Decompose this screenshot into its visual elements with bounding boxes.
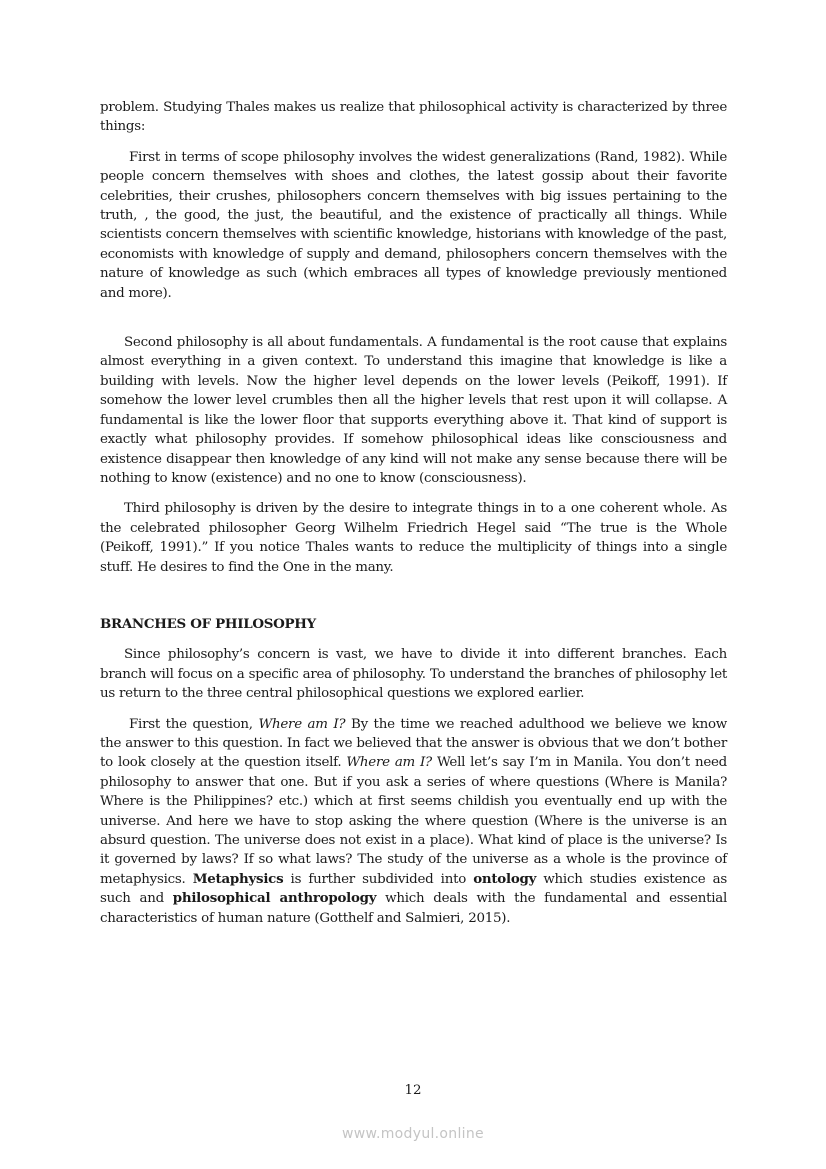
text-run: is further subdivided into (283, 871, 474, 887)
term-philosophical-anthropology: philosophical anthropology (172, 890, 377, 907)
italic-question: Where am I? (346, 755, 432, 771)
paragraph-branches-intro: Since philosophy’s concern is vast, we have to divide it into different branches. Each branch will focus on a specific area of philosophy. To understand the branches of philosophy let us return to the three central philosophical questions we explored earlier. (100, 647, 727, 702)
paragraph-third-integration: Third philosophy is driven by the desire to integrate things in to a one coherent whole. As the celebrated philosopher Georg Wilhelm Friedrich Hegel said “The true is the Whole (Peikoff, 1991).” If you notice Thales wants to reduce the multiplicity of things into a single stuff. He desires to find the One in the many. (100, 501, 727, 575)
text-run: Well let’s say I’m in Manila. You don’t need philosophy to answer that one. But if you ask a series of where questions (Where is Manila? Where is the Philippines? etc.) which at first seems childish you eventually end up with the universe. And here we have to stop asking the where question (Where is the universe is an absurd question. The universe does not exist in a place). What kind of place is the universe? Is it governed by laws? If so what laws? The study of the universe as a whole is the province of metaphysics. (100, 755, 727, 887)
term-ontology: ontology (473, 870, 537, 887)
watermark: www.modyul.online (342, 1126, 484, 1142)
text-run: First the question, (129, 716, 259, 732)
text-run: which studies existence as such and (100, 871, 727, 907)
page-number: 12 (404, 1083, 422, 1098)
intro-paragraph: problem. Studying Thales makes us realize that philosophical activity is characterized by three things: (100, 100, 727, 135)
page-body (100, 98, 727, 928)
italic-question: Where am I? (258, 716, 346, 732)
text-run: which deals with the fundamental and essential characteristics of human nature (Gotthelf and Salmieri, 2015). (100, 891, 728, 926)
section-heading: BRANCHES OF PHILOSOPHY (100, 615, 316, 632)
text-run: By the time we reached adulthood we believe we know the answer to this question. In fact we believed that the answer is obvious that we don’t bother to look closely at the question itself. (100, 716, 727, 771)
paragraph-where-am-i (100, 715, 727, 928)
term-metaphysics: Metaphysics (192, 870, 284, 887)
paragraph-first-scope: First in terms of scope philosophy involves the widest generalizations (Rand, 1982). While people concern themselves with shoes and clothes, the latest gossip about their favorite celebrities, their crushes, philosophers concern themselves with big issues pertaining to the truth, , the good, the just, the beautiful, and the existence of practically all things. While scientists concern themselves with scientific knowledge, historians with knowledge of the past, economists with knowledge of supply and demand, philosophers concern themselves with the nature of knowledge as such (which embraces all types of knowledge previously mentioned and more). (100, 149, 727, 301)
paragraph-second-fundamentals: Second philosophy is all about fundamentals. A fundamental is the root cause that explains almost everything in a given context. To understand this imagine that knowledge is like a building with levels. Now the higher level depends on the lower levels (Peikoff, 1991). If somehow the lower level crumbles then all the higher levels that rest upon it will collapse. A fundamental is like the lower floor that supports everything above it. That kind of support is exactly what philosophy provides. If somehow philosophical ideas like consciousness and existence disappear then knowledge of any kind will not make any sense because there will be nothing to know (existence) and no one to know (consciousness). (100, 335, 727, 486)
